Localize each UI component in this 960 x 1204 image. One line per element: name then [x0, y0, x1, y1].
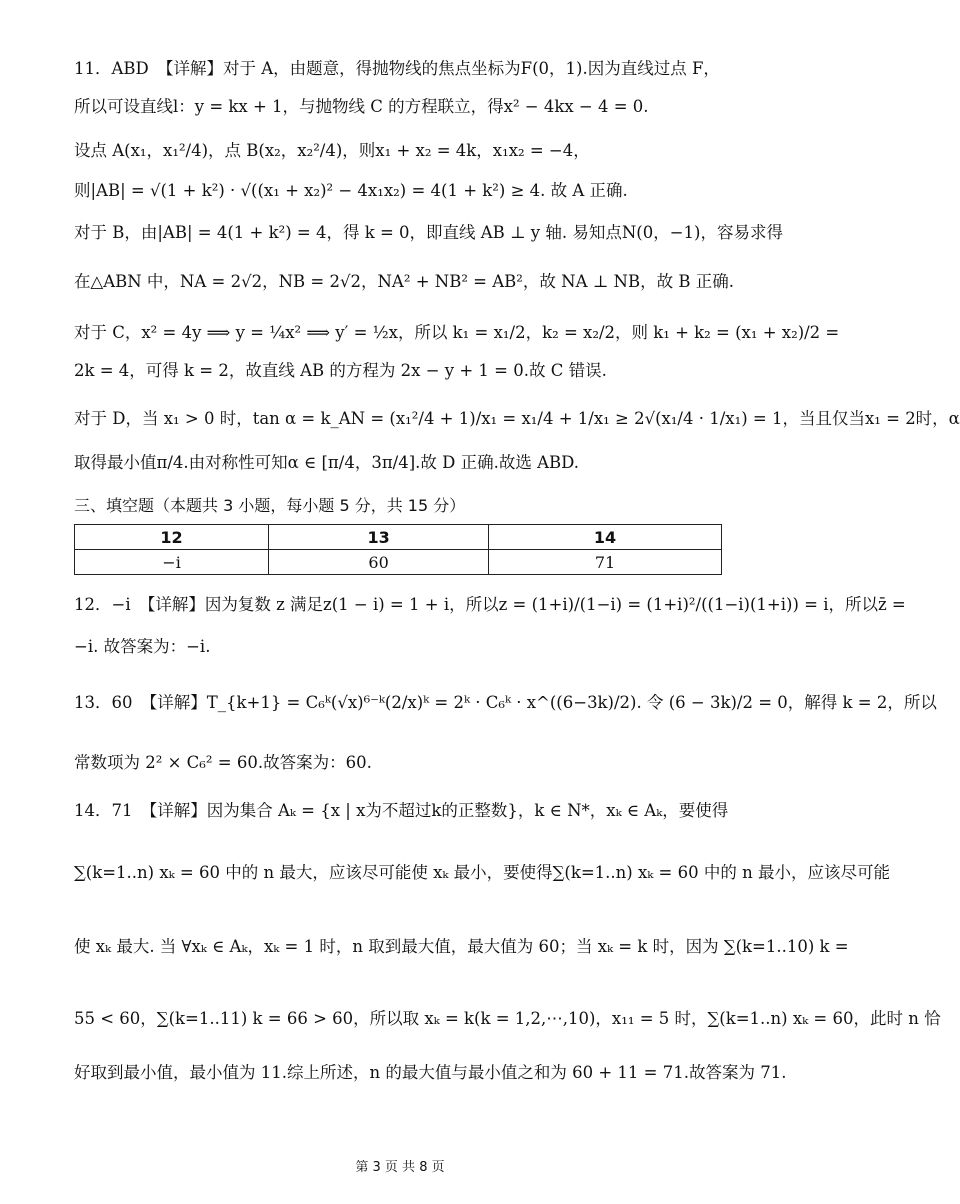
q11-line-1: 11．ABD 【详解】对于 A，由题意，得抛物线的焦点坐标为F(0，1).因为直线过点 F，	[74, 59, 720, 78]
q14-line-3: 使 xₖ 最大. 当 ∀xₖ ∈ Aₖ，xₖ = 1 时，n 取到最大值，最大值为 60；当 xₖ = k 时，因为 ∑(k=1..10) k =	[74, 937, 849, 956]
answer-table-answer-12: −i	[75, 550, 269, 575]
answer-table-header-12: 12	[75, 525, 269, 550]
q11-line-7: 对于 C，x² = 4y ⟹ y = ¼x² ⟹ y′ = ½x，所以 k₁ = x₁/2，k₂ = x₂/2，则 k₁ + k₂ = (x₁ + x₂)/2 =	[74, 323, 840, 342]
q12-line-1: 12．−i 【详解】因为复数 z 满足z(1 − i) = 1 + i，所以z = (1+i)/(1−i) = (1+i)²/((1−i)(1+i)) = i，所以z̄ =	[74, 595, 906, 614]
section-heading: 三、填空题（本题共 3 小题，每小题 5 分，共 15 分）	[74, 496, 466, 515]
q11-line-10: 取得最小值π/4.由对称性可知α ∈ [π/4，3π/4].故 D 正确.故选 ABD.	[74, 453, 580, 472]
q14-line-2: ∑(k=1..n) xₖ = 60 中的 n 最大，应该尽可能使 xₖ 最小，要使得∑(k=1..n) xₖ = 60 中的 n 最小，应该尽可能	[74, 863, 890, 882]
q11-line-9: 对于 D，当 x₁ > 0 时，tan α = k_AN = (x₁²/4 + 1)/x₁ = x₁/4 + 1/x₁ ≥ 2√(x₁/4 · 1/x₁) = 1，当且仅当x₁ = 2时，α	[74, 409, 960, 428]
q12-line-2: −i. 故答案为：−i.	[74, 637, 211, 656]
answer-table-header-row	[75, 525, 722, 550]
q11-line-2: 所以可设直线l：y = kx + 1，与抛物线 C 的方程联立，得x² − 4kx − 4 = 0.	[74, 97, 649, 116]
q14-line-1: 14．71 【详解】因为集合 Aₖ = {x | x为不超过k的正整数}，k ∈ N*，xₖ ∈ Aₖ，要使得	[74, 801, 729, 820]
q11-line-5: 对于 B，由|AB| = 4(1 + k²) = 4，得 k = 0，即直线 AB ⊥ y 轴. 易知点N(0，−1)，容易求得	[74, 223, 783, 242]
answer-table-header-14: 14	[489, 525, 722, 550]
q13-line-1: 13．60 【详解】T_{k+1} = C₆ᵏ(√x)⁶⁻ᵏ(2/x)ᵏ = 2ᵏ · C₆ᵏ · x^((6−3k)/2). 令 (6 − 3k)/2 = 0，解得 k = 2，所以	[74, 693, 937, 712]
answer-table-answer-row	[75, 550, 722, 575]
answer-table-answer-14: 71	[489, 550, 722, 575]
q13-line-2: 常数项为 2² × C₆² = 60.故答案为：60.	[74, 753, 372, 772]
q11-line-8: 2k = 4，可得 k = 2，故直线 AB 的方程为 2x − y + 1 = 0.故 C 错误.	[74, 361, 607, 380]
q14-line-4: 55 < 60，∑(k=1..11) k = 66 > 60，所以取 xₖ = k(k = 1,2,⋯,10)，x₁₁ = 5 时，∑(k=1..n) xₖ = 60，此时 n 恰	[74, 1009, 941, 1028]
answer-table-header-13: 13	[269, 525, 489, 550]
answer-table-answer-13: 60	[269, 550, 489, 575]
q11-line-6: 在△ABN 中，NA = 2√2，NB = 2√2，NA² + NB² = AB²，故 NA ⊥ NB，故 B 正确.	[74, 272, 734, 291]
q11-line-3: 设点 A(x₁，x₁²/4)，点 B(x₂，x₂²/4)，则x₁ + x₂ = 4k，x₁x₂ = −4，	[74, 141, 590, 160]
q11-line-4: 则|AB| = √(1 + k²) · √((x₁ + x₂)² − 4x₁x₂) = 4(1 + k²) ≥ 4. 故 A 正确.	[74, 181, 628, 200]
page-footer: 第 3 页 共 8 页	[355, 1160, 445, 1175]
q14-line-5: 好取到最小值，最小值为 11.综上所述，n 的最大值与最小值之和为 60 + 11 = 71.故答案为 71.	[74, 1063, 787, 1082]
answer-table	[74, 524, 722, 575]
